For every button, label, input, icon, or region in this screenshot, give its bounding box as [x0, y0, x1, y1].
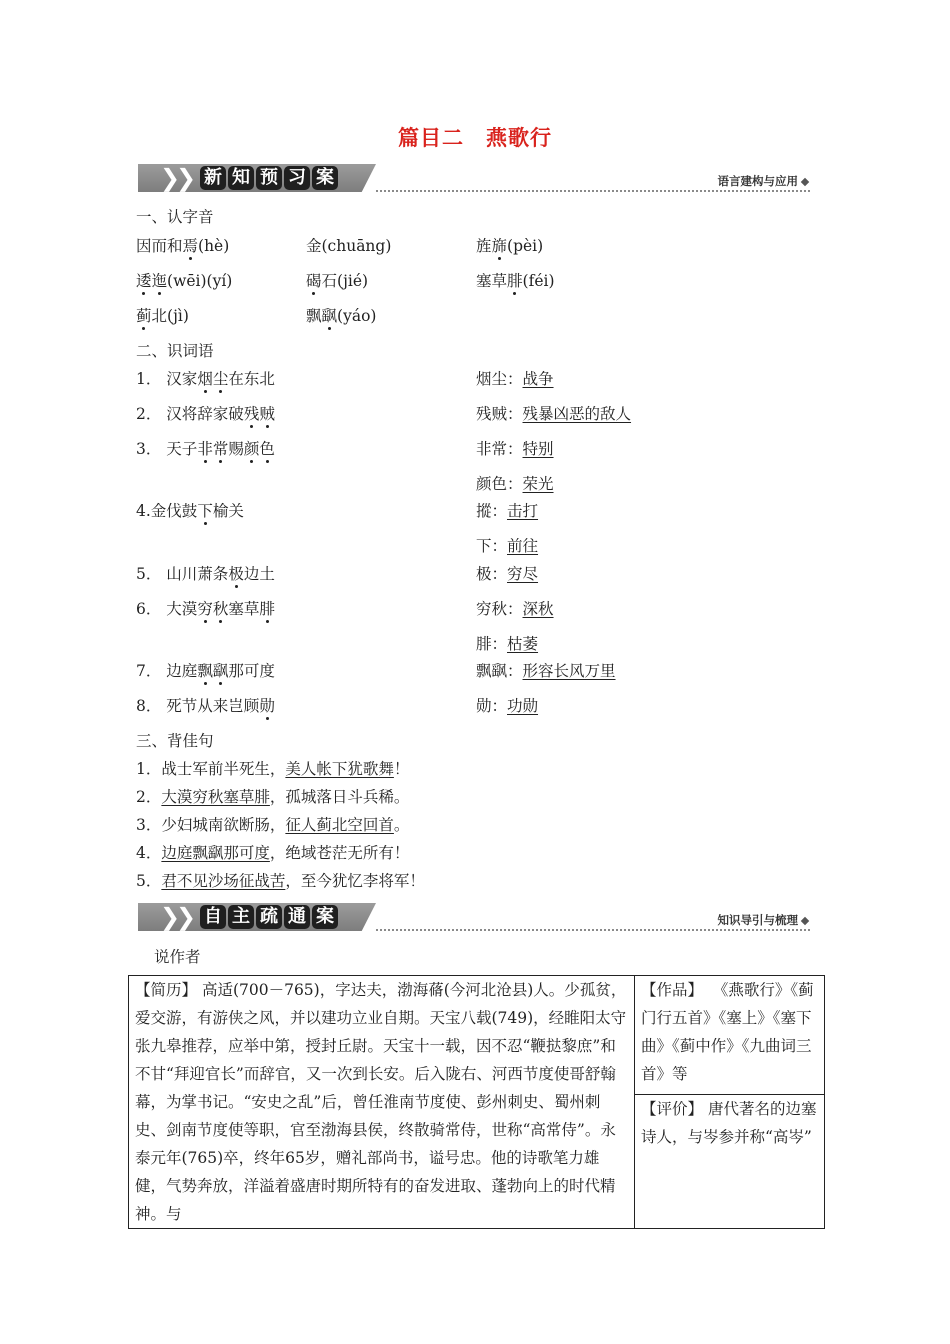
pronunciation-item: 飘飖(yáo): [306, 307, 377, 325]
pronunciation-item: 金(chuāng): [306, 237, 392, 255]
vocab-meaning: 腓：枯萎: [476, 635, 539, 653]
author-heading: 说作者: [154, 948, 201, 966]
vocab-sentence: 5． 山川萧条极边土: [136, 565, 275, 583]
author-bio-cell: [129, 976, 635, 1229]
vocab-meaning: 勋：功勋: [476, 697, 539, 715]
banner-char: 自: [200, 905, 226, 929]
section-banner-study: [138, 903, 810, 933]
section-banner-preview: [138, 164, 810, 194]
author-eval-cell: [635, 1095, 825, 1229]
vocab-meaning: 非常：特别: [476, 440, 554, 458]
chevron-right-icon: ❯: [176, 164, 197, 192]
verse-line: 3．少妇城南欲断肠，征人蓟北空回首。: [136, 816, 410, 834]
section-heading: 二、识词语: [136, 342, 214, 360]
verse-line: 2．大漠穷秋塞草腓，孤城落日斗兵稀。: [136, 788, 410, 806]
vocab-sentence: 4.金伐鼓下榆关: [136, 502, 244, 520]
works-label: 【作品】: [641, 981, 704, 999]
eval-text: 唐代著名的边塞诗人，与岑参并称“高岑”: [641, 1100, 817, 1147]
page-title: 篇目二 燕歌行: [398, 126, 552, 150]
vocab-sentence: 6． 大漠穷秋塞草腓: [136, 600, 275, 618]
banner-char: 预: [256, 166, 282, 190]
pronunciation-item: 碣石(jié): [306, 272, 369, 290]
chevron-right-icon: ❯: [160, 164, 181, 192]
vocab-meaning: 摐：击打: [476, 502, 539, 520]
banner-char: 疏: [256, 905, 282, 929]
banner-char: 习: [284, 166, 310, 190]
verse-line: 4．边庭飘飖那可度，绝域苍茫无所有！: [136, 844, 410, 862]
pronunciation-item: 旌旆(pèi): [476, 237, 544, 255]
banner-subtitle: 语言建构与应用: [718, 173, 809, 189]
pronunciation-item: 蓟北(jì): [136, 307, 189, 325]
vocab-sentence: 2． 汉将辞家破残贼: [136, 405, 275, 423]
bio-text: 高适(700－765)，字达夫，渤海蓨(今河北沧县)人。少孤贫，爱交游，有游侠之风，并以建功立业自期。天宝八载(749)，经睢阳太守张九皋推荐，应举中第，授封丘尉。天宝十一载，因不忍“鞭挞黎庶”和不甘“拜迎官长”而辞官，又一次到长安。后入陇右、河西节度使哥舒翰幕，为掌书记。“安史之乱”后，曾任淮南节度使、彭州刺史、蜀州刺史、剑南节度使等职，官至渤海县侯，终散骑常侍，世称“高常侍”。永泰元年(765)卒，终年65岁，赠礼部尚书，谥号忠。他的诗歌笔力雄健，气势奔放，洋溢着盛唐时期所特有的奋发进取、蓬勃向上的时代精神。与: [135, 981, 627, 1223]
banner-char: 案: [312, 166, 338, 190]
banner-char: 知: [228, 166, 254, 190]
pronunciation-item: 因而和焉(hè): [136, 237, 230, 255]
banner-char: 通: [284, 905, 310, 929]
banner-subtitle: 知识导引与梳理: [718, 912, 809, 928]
vocab-sentence: 8． 死节从来岂顾勋: [136, 697, 275, 715]
vocab-sentence: 3． 天子非常赐颜色: [136, 440, 275, 458]
vocab-meaning: 颜色：荣光: [476, 475, 554, 493]
author-works-cell: [635, 976, 825, 1095]
banner-char: 案: [312, 905, 338, 929]
banner-title: [200, 905, 338, 929]
banner-char: 主: [228, 905, 254, 929]
diamond-icon: [801, 177, 809, 185]
vocab-meaning: 烟尘：战争: [476, 370, 554, 388]
author-table: [128, 975, 825, 1229]
section-heading: 三、背佳句: [136, 732, 214, 750]
verse-line: 1．战士军前半死生，美人帐下犹歌舞！: [136, 760, 410, 778]
vocab-sentence: 7． 边庭飘飖那可度: [136, 662, 275, 680]
banner-divider: [376, 190, 810, 192]
vocab-meaning: 穷秋：深秋: [476, 600, 554, 618]
chevron-right-icon: ❯: [160, 903, 181, 931]
banner-divider: [376, 929, 810, 931]
vocab-meaning: 残贼：残暴凶恶的敌人: [476, 405, 632, 423]
chevron-right-icon: ❯: [176, 903, 197, 931]
banner-char: 新: [200, 166, 226, 190]
pronunciation-item: 塞草腓(féi): [476, 272, 555, 290]
pronunciation-item: 逶迤(wēi)(yí): [136, 272, 233, 290]
diamond-icon: [801, 916, 809, 924]
works-text: 《燕歌行》《蓟门行五首》《塞上》《塞下曲》《蓟中作》《九曲词三首》等: [641, 981, 814, 1083]
section-heading: 一、认字音: [136, 208, 214, 226]
vocab-meaning: 飘飖：形容长风万里: [476, 662, 616, 680]
vocab-sentence: 1． 汉家烟尘在东北: [136, 370, 275, 388]
vocab-meaning: 下：前往: [476, 537, 539, 555]
banner-title: [200, 166, 338, 190]
bio-label: 【简历】: [135, 981, 198, 999]
verse-line: 5．君不见沙场征战苦，至今犹忆李将军！: [136, 872, 425, 890]
eval-label: 【评价】: [641, 1100, 704, 1119]
vocab-meaning: 极：穷尽: [476, 565, 539, 583]
